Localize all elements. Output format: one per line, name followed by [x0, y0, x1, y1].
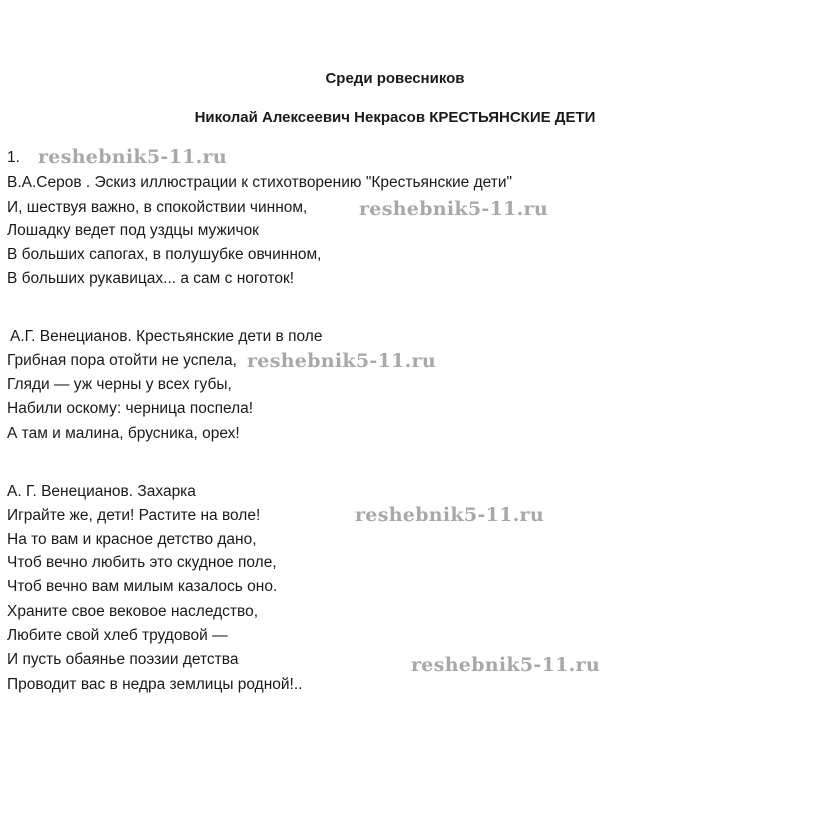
- poem-line: А там и малина, брусника, орех!: [7, 425, 240, 442]
- section3-caption: А. Г. Венецианов. Захарка: [7, 483, 196, 500]
- poem-line: Набили оскому: черница поспела!: [7, 400, 254, 417]
- section-number: 1.: [7, 149, 20, 166]
- poem-line: Проводит вас в недра землицы родной!..: [7, 676, 303, 693]
- poem-line: Лошадку ведет под уздцы мужичок: [7, 222, 259, 239]
- poem-line: Любите свой хлеб трудовой —: [7, 627, 228, 644]
- poem-line: Гляди — уж черны у всех губы,: [7, 376, 232, 393]
- poem-line: Играйте же, дети! Растите на воле!: [7, 507, 261, 524]
- page-title: Среди ровесников: [325, 70, 465, 87]
- poem-line: Грибная пора отойти не успела,: [7, 352, 237, 369]
- poem-line: В больших рукавицах... а сам с ноготок!: [7, 270, 295, 287]
- poem-author-title: Николай Алексеевич Некрасов КРЕСТЬЯНСКИЕ ДЕТИ: [194, 109, 596, 126]
- section2-caption: А.Г. Венецианов. Крестьянские дети в поле: [10, 328, 323, 345]
- watermark: reshebnik5-11.ru: [247, 350, 436, 372]
- watermark: reshebnik5-11.ru: [359, 198, 548, 220]
- poem-line: Чтоб вечно вам милым казалось оно.: [7, 578, 278, 595]
- poem-line: Храните свое вековое наследство,: [7, 603, 259, 620]
- watermark: reshebnik5-11.ru: [38, 146, 227, 168]
- poem-line: Чтоб вечно любить это скудное поле,: [7, 554, 277, 571]
- poem-line: На то вам и красное детство дано,: [7, 531, 257, 548]
- section1-caption: В.А.Серов . Эскиз иллюстрации к стихотворению "Крестьянские дети": [7, 174, 512, 191]
- poem-line: И, шествуя важно, в спокойствии чинном,: [7, 199, 308, 216]
- watermark: reshebnik5-11.ru: [355, 504, 544, 526]
- poem-line: И пусть обаянье поэзии детства: [7, 651, 239, 668]
- poem-line: В больших сапогах, в полушубке овчинном,: [7, 246, 322, 263]
- watermark: reshebnik5-11.ru: [411, 654, 600, 676]
